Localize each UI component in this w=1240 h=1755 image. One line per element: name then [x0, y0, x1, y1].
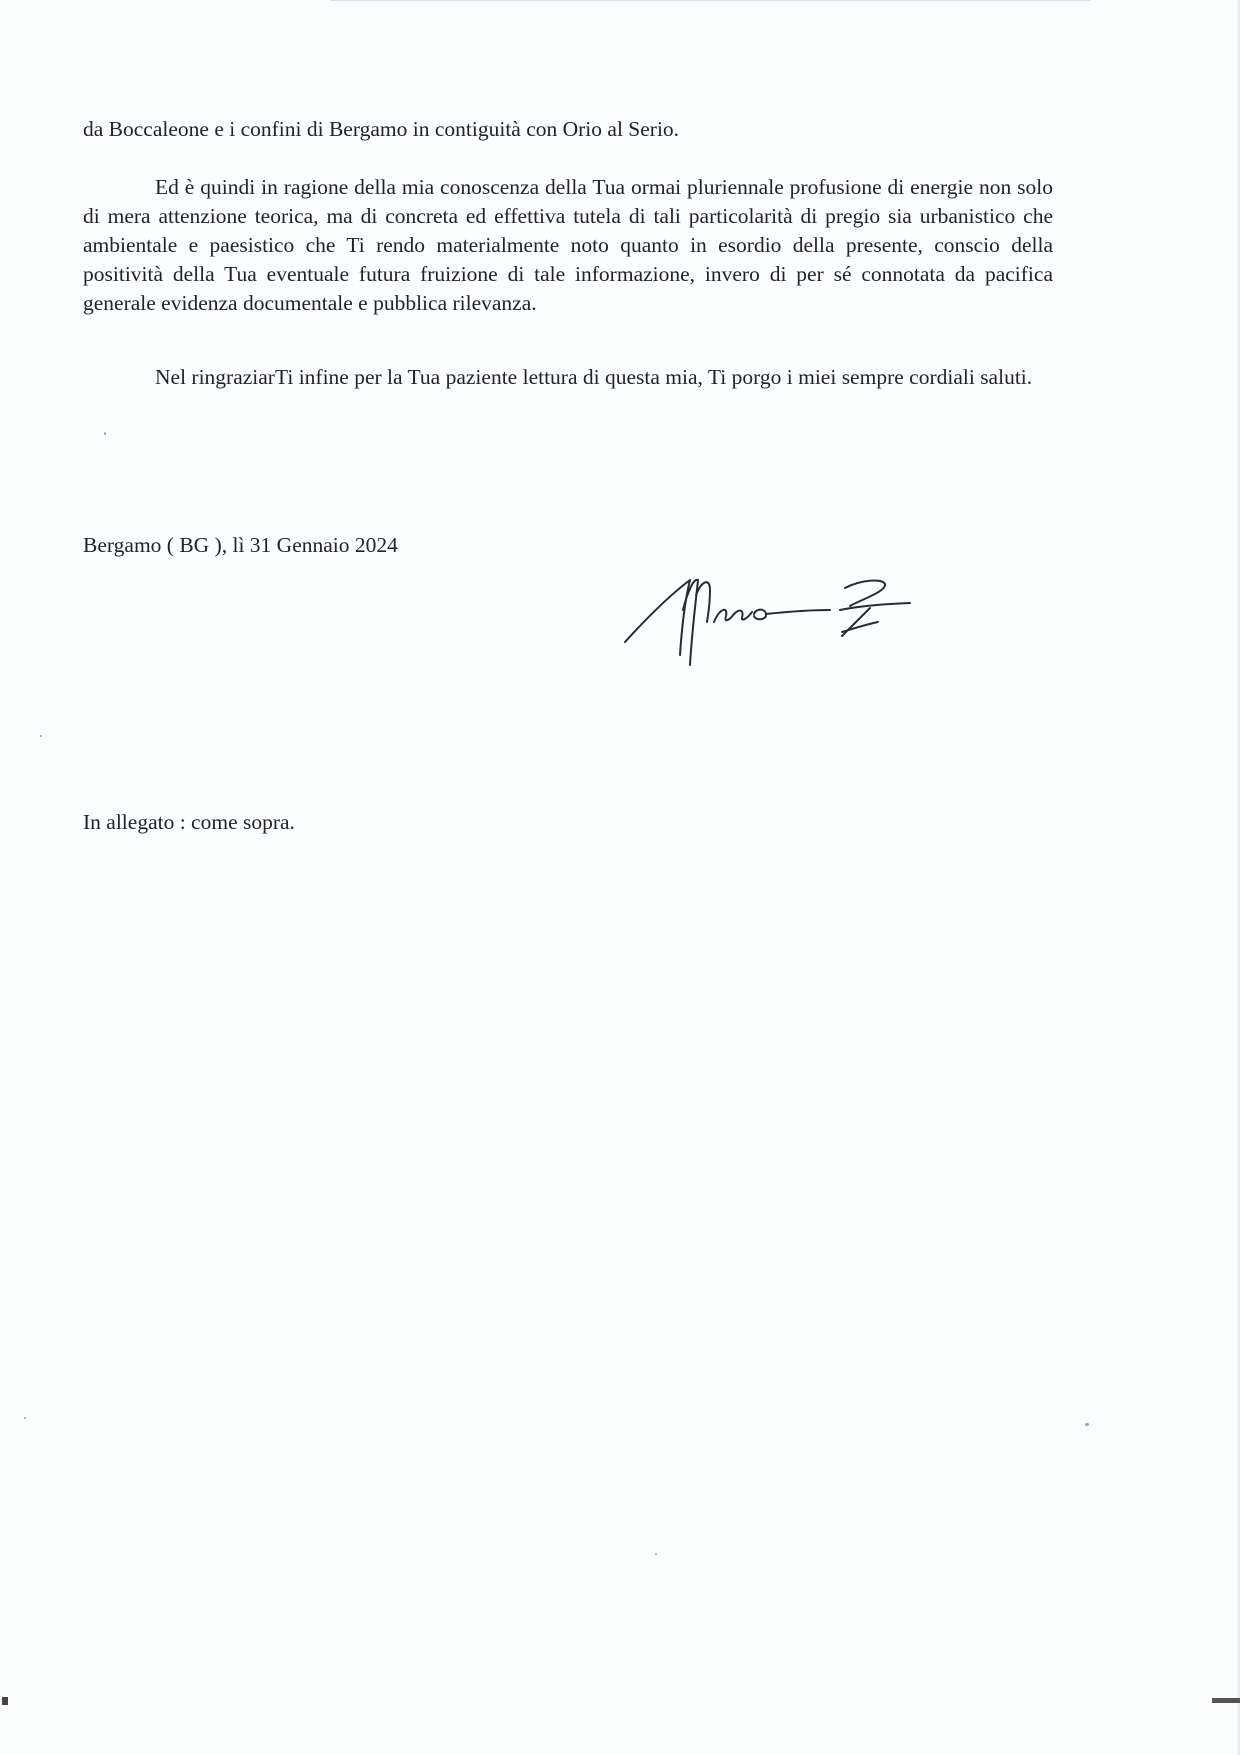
letter-paragraph-main: Ed è quindi in ragione della mia conoscenza della Tua ormai pluriennale profusione di energie non solo di mera attenzione teorica, ma di concreta ed effettiva tutela di tali particolarità di pregio sia urbanistico che ambientale e paesistico che Ti rendo materialmente noto quanto in esordio della presente, conscio della positività della Tua eventuale futura fruizione di tale informazione, invero di per sé connotata da pacifica generale evidenza documentale e pubblica rilevanza. — [83, 175, 1053, 315]
letter-paragraph-continuation: da Boccaleone e i confini di Bergamo in contiguità con Orio al Serio. — [83, 117, 680, 141]
scan-edge-top — [330, 0, 1090, 1]
scan-mark-right — [1212, 1698, 1240, 1703]
scan-speck — [655, 1553, 657, 1555]
scan-speck — [104, 432, 106, 435]
scan-speck — [24, 1417, 26, 1419]
letter-paragraph-closing: Nel ringraziarTi infine per la Tua paziente lettura di questa mia, Ti porgo i miei sempre cordiali saluti. — [155, 365, 1033, 389]
handwritten-signature — [610, 570, 980, 680]
scan-speck — [1085, 1423, 1089, 1426]
attachment-note: In allegato : come sopra. — [83, 810, 295, 834]
scan-speck — [40, 735, 42, 737]
scan-mark-left — [2, 1697, 8, 1705]
place-date: Bergamo ( BG ), lì 31 Gennaio 2024 — [83, 533, 398, 557]
